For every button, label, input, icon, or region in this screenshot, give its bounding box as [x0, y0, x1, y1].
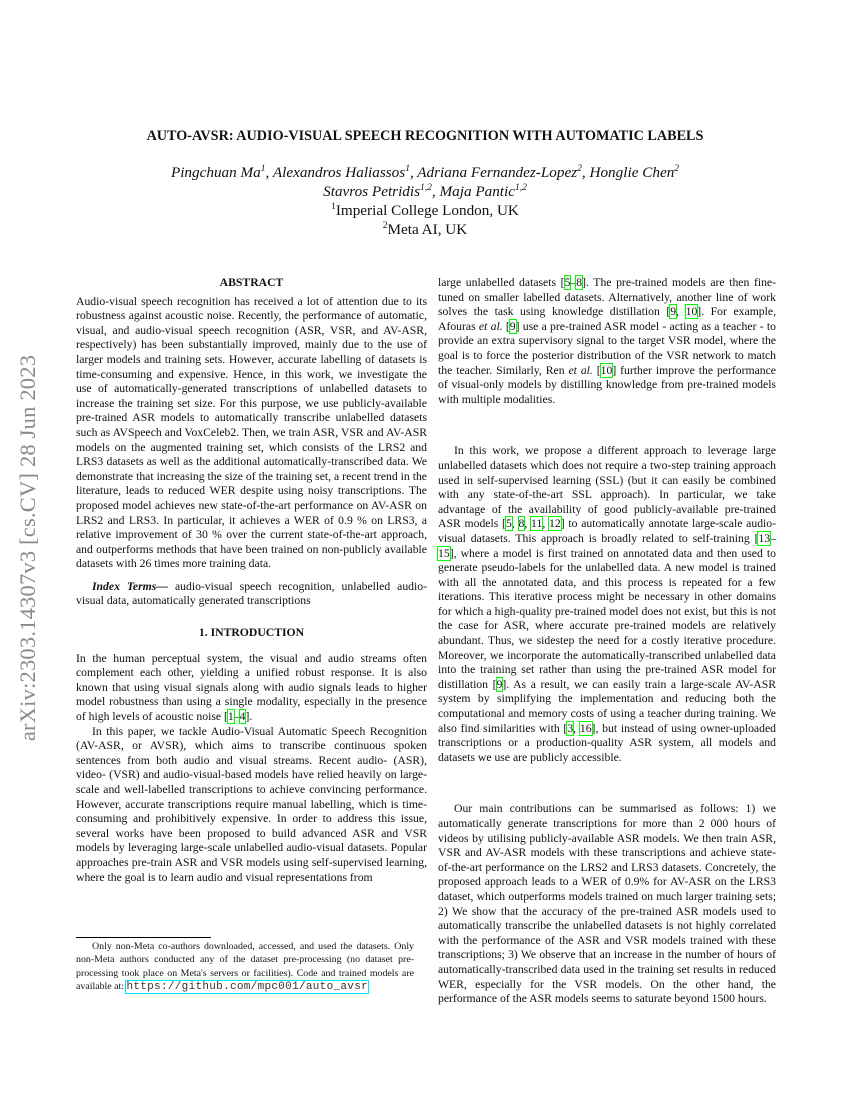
text-run: In this paper, we tackle Audio-Visual Automatic Speech Recognition (AV-ASR, or AVSR), which aims to transcribe continuous spoken sentences from both audio and visual streams. Recent audio- (ASR), video- (VSR) and audio-visual-based models have relied heavily on large-scale and well-labelled transcriptions to achieve convincing performance. However, accurate transcriptions require manual labelling, which is time-consuming and prohibitively expensive. In order to address this issue, several works have been proposed to build advanced ASR and VSR models by leveraging large-scale unlabelled audio-visual datasets. Popular approaches pre-train ASR and VSR models using self-supervised learning, where the goal is to learn audio and visual representations from	[76, 724, 427, 884]
text-run: ] further improve the performance of visual-only models by distilling knowledge from pre-trained models with multiple modalities.	[438, 363, 776, 406]
introduction-left-body	[76, 652, 427, 886]
abstract-text: Audio-visual speech recognition has received a lot of attention due to its robustness against acoustic noise. Recently, the performance of automatic, visual, and audio-visual speech recognition (ASR, VSR, and AV-ASR, respectively) has been substantially improved, mainly due to the use of larger models and training sets. However, accurate labelling of datasets is time-consuming and expensive. Hence, in this work, we investigate the use of automatically-generated transcriptions of unlabelled datasets to increase the training set size. For this purpose, we use publicly-available pre-trained ASR models to automatically transcribe unlabelled datasets such as AVSpeech and VoxCeleb2. Then, we train ASR, VSR and AV-ASR models on the augmented training set, which consists of the LRS2 and LRS3 datasets as well as the additional automatically-transcribed data. We demonstrate that increasing the size of the training set, a recent trend in the literature, leads to reduced WER despite using noisy transcriptions. The proposed model achieves new state-of-the-art performance on AV-ASR on LRS2 and LRS3. In particular, it achieves a WER of 0.9 % on LRS3, a relative improvement of 30 % over the current state-of-the-art approach, and outperforms methods that have been trained on non-publicly available datasets with 26 times more training data.	[76, 294, 427, 571]
author: Adriana Fernandez-Lopez$^2$	[417, 164, 582, 181]
text-run: –	[570, 276, 577, 289]
introduction-right-body	[438, 276, 776, 1007]
text-run: ] use a pre-trained ASR model - acting as a teacher - to provide an extra supervisory signal to the target VSR model, where the goal is to force the posterior distribution of the VSR network to match the teacher. Similarly, Ren	[438, 319, 776, 377]
author-line-2: Stavros Petridis$^{1,2}$, Maja Pantic$^{1,2}$	[323, 183, 527, 200]
text-run: [	[502, 319, 510, 333]
text-run: ].	[245, 710, 253, 724]
paragraph	[438, 802, 776, 1006]
right-column	[438, 276, 776, 1007]
citation-link[interactable]: 13	[758, 531, 771, 545]
affiliation-name: Imperial College London, UK	[335, 202, 519, 219]
citation-link[interactable]: 8	[576, 276, 583, 289]
footnote	[76, 940, 414, 994]
citation-link[interactable]: 10	[685, 305, 698, 319]
index-terms-text: audio-visual speech recognition, unlabelled audio-visual data, automatically generated transcriptions	[76, 579, 427, 608]
italic-text: et al.	[568, 363, 593, 377]
paragraph	[76, 652, 427, 725]
index-terms	[76, 580, 427, 609]
citation-link[interactable]: 12	[549, 517, 561, 531]
citation-link[interactable]: 9	[509, 319, 516, 333]
text-run: ,	[676, 305, 686, 319]
text-run: ], but instead of using owner-uploaded transcriptions or a production-quality ASR system, all models and datasets we use are publicly accessible.	[438, 721, 776, 764]
author: Stavros Petridis$^{1,2}$	[323, 183, 432, 200]
text-run: ]. As a result, we can easily train a large-scale AV-ASR system by simplifying the implementation and reducing both the computational and memory costs of using a teacher during training. We also find similarities with [	[438, 677, 777, 735]
paragraph	[438, 276, 776, 407]
citation-link[interactable]: 4	[239, 710, 246, 724]
text-run: ]. The pre-trained models are then fine-tuned on smaller labelled datasets. Alternatively, another line of work solves the task using knowledge distillation [	[438, 276, 777, 319]
citation-link[interactable]: 15	[438, 546, 450, 560]
affiliation-marker: 1	[331, 202, 336, 212]
author-affiliation-marker: 1	[405, 164, 410, 174]
citation-link[interactable]: 9	[496, 677, 503, 691]
author-line-1: Pingchuan Ma$^1$, Alexandros Haliassos$^1$, Adriana Fernandez-Lopez$^2$, Honglie Chen$^2$	[170, 164, 680, 181]
citation-link[interactable]: 5	[505, 517, 512, 531]
author: Alexandros Haliassos$^1$	[272, 164, 410, 181]
citation-link[interactable]: 5	[564, 276, 571, 289]
text-run: ,	[511, 517, 519, 531]
author-affiliation-marker: 2	[674, 164, 680, 174]
author: Pingchuan Ma$^1$	[170, 164, 266, 181]
text-run: ,	[542, 517, 550, 531]
affiliation-2	[0, 221, 850, 239]
author-affiliation-marker: 1,2	[514, 183, 527, 193]
arxiv-identifier-stamp: arXiv:2303.14307v3 [cs.CV] 28 Jun 2023	[15, 354, 40, 742]
affiliation-1	[0, 202, 850, 220]
text-run: [	[592, 363, 601, 377]
index-terms-label: Index Terms—	[92, 579, 168, 593]
author-affiliation-marker: 2	[577, 164, 582, 174]
affiliation-name: Meta AI, UK	[387, 221, 468, 238]
abstract-heading: ABSTRACT	[219, 276, 284, 289]
footnote-divider	[76, 937, 211, 938]
citation-link[interactable]: 9	[670, 305, 677, 319]
paragraph	[76, 725, 427, 886]
author-list	[0, 163, 850, 201]
text-run: –	[233, 710, 240, 724]
paragraph	[438, 444, 776, 765]
citation-link[interactable]: 3	[567, 721, 574, 735]
author: Honglie Chen$^2$	[589, 164, 680, 181]
text-run: large unlabelled datasets [	[438, 276, 565, 289]
affiliation-marker: 2	[382, 221, 388, 231]
text-run: –	[770, 531, 776, 545]
text-run: Our main contributions can be summarised as follows: 1) we automatically generate transcriptions for more than 2 000 hours of videos by utilising publicly-available ASR models. We then train ASR, VSR and AV-ASR models with these transcriptions and achieve state-of-the-art performance on the LRS2 and LRS3 datasets. Concretely, the proposed approach leads to a WER of 0.9% for AV-ASR on the LRS3 dataset, which outperforms models trained on much larger training sets; 2) We show that the accuracy of the pre-trained ASR models used to automatically transcribe the unlabelled datasets is not highly correlated with the performance of the ASR and VSR models trained with these transcriptions; 3) We observe that an increase in the number of hours of automatically-transcribed data used in the training set results in reduced WER, especially for the VSR models. On the other hand, the performance of the ASR models seems to saturate beyond 1500 hours.	[438, 802, 776, 1006]
citation-link[interactable]: 8	[518, 517, 525, 531]
text-run: ,	[573, 721, 580, 735]
left-column	[76, 276, 427, 885]
text-run: ] to automatically annotate large-scale audio-visual datasets. This approach is broadly related to self-training [	[438, 517, 777, 545]
text-run: ], where a model is first trained on annotated data and then used to generate pseudo-labels for the unlabelled data. A new model is trained with all the annotated data, and this process is repeated for a few iterations. This iterative process might be necessary in other domains for which a high-quality pre-trained model does not exist, but this is not the case for ASR, where accurate pre-trained models are relatively abundant. Thus, we sidestep the need for a costly iterative procedure. Moreover, we incorporate the automatically-transcribed unlabelled data into the training set rather than using the pre-trained ASR model for distillation [	[438, 546, 776, 691]
citation-link[interactable]: 16	[579, 721, 592, 735]
code-repository-link[interactable]: https://github.com/mpc001/auto_avsr	[126, 980, 368, 993]
italic-text: et al.	[478, 319, 503, 333]
footnote-text: Only non-Meta co-authors downloaded, accessed, and used the datasets. Only non-Meta authors conducted any of the dataset pre-processing (no dataset pre-processing took place on Meta's servers or facilities). Code and trained models are available at:	[76, 941, 414, 992]
text-run: In the human perceptual system, the visual and audio streams often complement each other, yielding a unified robust response. It is also known that using visual signals along with audio signals leads to higher model robustness than using a single modality, especially in the presence of high levels of acoustic noise [	[76, 651, 427, 724]
text-run: ,	[524, 517, 532, 531]
author: Maja Pantic$^{1,2}$	[439, 183, 527, 200]
citation-link[interactable]: 1	[227, 710, 234, 724]
text-run: In this work, we propose a different approach to leverage large unlabelled datasets which does not require a two-step training approach used in self-supervised learning (SSL) (but it can easily be combined with any state-of-the-art SSL approach). In particular, we take advantage of the availability of good publicly-available pre-trained ASR models [	[438, 444, 776, 531]
citation-link[interactable]: 11	[531, 517, 543, 531]
paper-title: AUTO-AVSR: AUDIO-VISUAL SPEECH RECOGNITION WITH AUTOMATIC LABELS	[146, 128, 704, 144]
author-affiliation-marker: 1	[260, 164, 266, 174]
section-heading-introduction: 1. INTRODUCTION	[198, 626, 305, 640]
citation-link[interactable]: 10	[600, 363, 613, 377]
author-affiliation-marker: 1,2	[420, 183, 432, 193]
text-run: ]. For example, Afouras	[438, 305, 777, 333]
